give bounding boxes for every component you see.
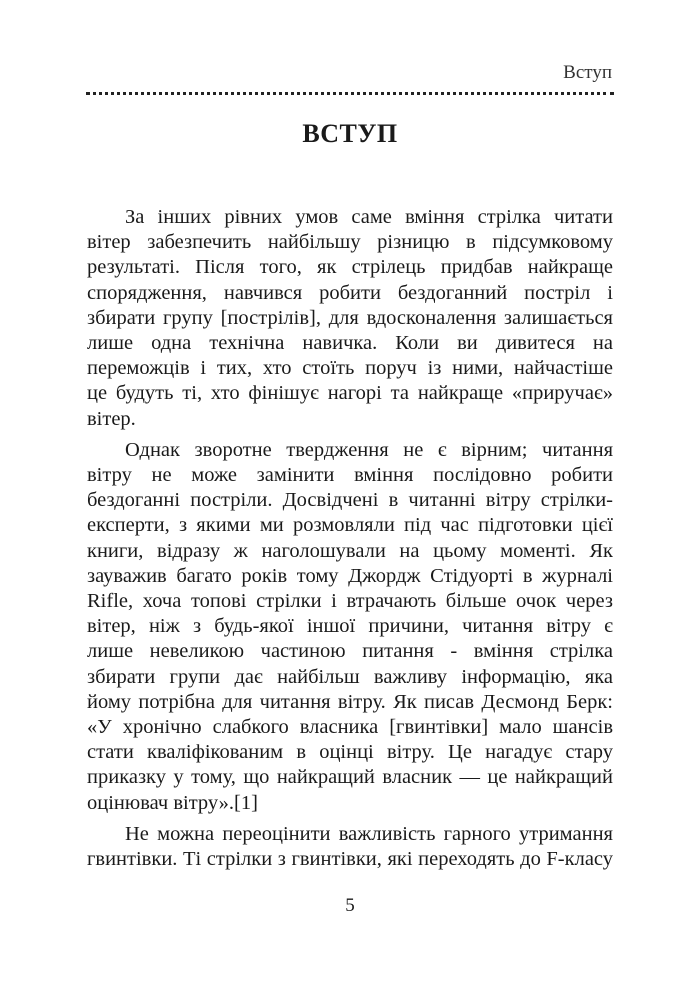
text-line: лише одна технічна навичка. Коли ви дивитеся на [87, 332, 613, 355]
text-line: книги, відразу ж наголошували на цьому моменті. Як [87, 539, 613, 562]
text-line: приказку у тому, що найкращий власник — це найкращий [87, 766, 613, 789]
text-line: експерти, з якими ми розмовляли під час підготовки цієї [87, 514, 613, 537]
page-number: 5 [345, 895, 355, 916]
text-line: Однак зворотне твердження не є вірним; читання [125, 438, 613, 461]
text-line: переможців і тих, хто стоїть поруч із ними, найчастіше [87, 357, 613, 380]
text-line: вітер, ніж з будь-якої іншої причини, читання вітру є [87, 615, 613, 638]
text-line: збирати групу [пострілів], для вдосконалення залишається [87, 306, 613, 329]
paragraph [87, 205, 613, 432]
text-line: оцінювач вітру».[1] [87, 791, 258, 814]
text-line: вітер забезпечить найбільшу різницю в підсумковому [87, 231, 613, 254]
text-line: вітер. [87, 407, 136, 430]
text-line: спорядження, навчився робити бездоганний постріл і [87, 281, 613, 304]
dotted-divider [86, 92, 614, 95]
text-line: це будуть ті, хто фінішує нагорі та найкраще «приручає» [87, 382, 613, 405]
running-head: Вступ [563, 62, 612, 83]
text-line: зауважив багато років тому Джордж Стідуорті в журналі [87, 564, 613, 587]
text-line: бездоганні постріли. Досвідчені в читанні вітру стрілки- [87, 489, 613, 512]
text-line: йому потрібна для читання вітру. Як писав Десмонд Берк: [87, 690, 613, 713]
text-line: «У хронічно слабкого власника [гвинтівки] мало шансів [87, 716, 613, 739]
text-line: стати кваліфікованим в оцінці вітру. Це нагадує стару [87, 741, 613, 764]
chapter-title: ВСТУП [302, 119, 398, 148]
text-line: Не можна переоцінити важливість гарного утримання [125, 822, 613, 845]
text-line: Rifle, хоча топові стрілки і втрачають більше очок через [87, 590, 613, 613]
text-line: лише невеликою частиною питання - вміння стрілка [87, 640, 613, 663]
text-line: За інших рівних умов саме вміння стрілка читати [125, 206, 613, 228]
paragraph [87, 438, 613, 816]
body-text [87, 205, 613, 878]
text-line: вітру не може замінити вміння послідовно робити [87, 464, 613, 487]
paragraph [87, 822, 613, 872]
text-line: збирати групи дає найбільш важливу інформацію, яка [87, 665, 613, 688]
text-line: гвинтівки. Ті стрілки з гвинтівки, які переходять до F-класу [87, 848, 613, 871]
text-line: результаті. Після того, як стрілець придбав найкраще [87, 256, 613, 279]
